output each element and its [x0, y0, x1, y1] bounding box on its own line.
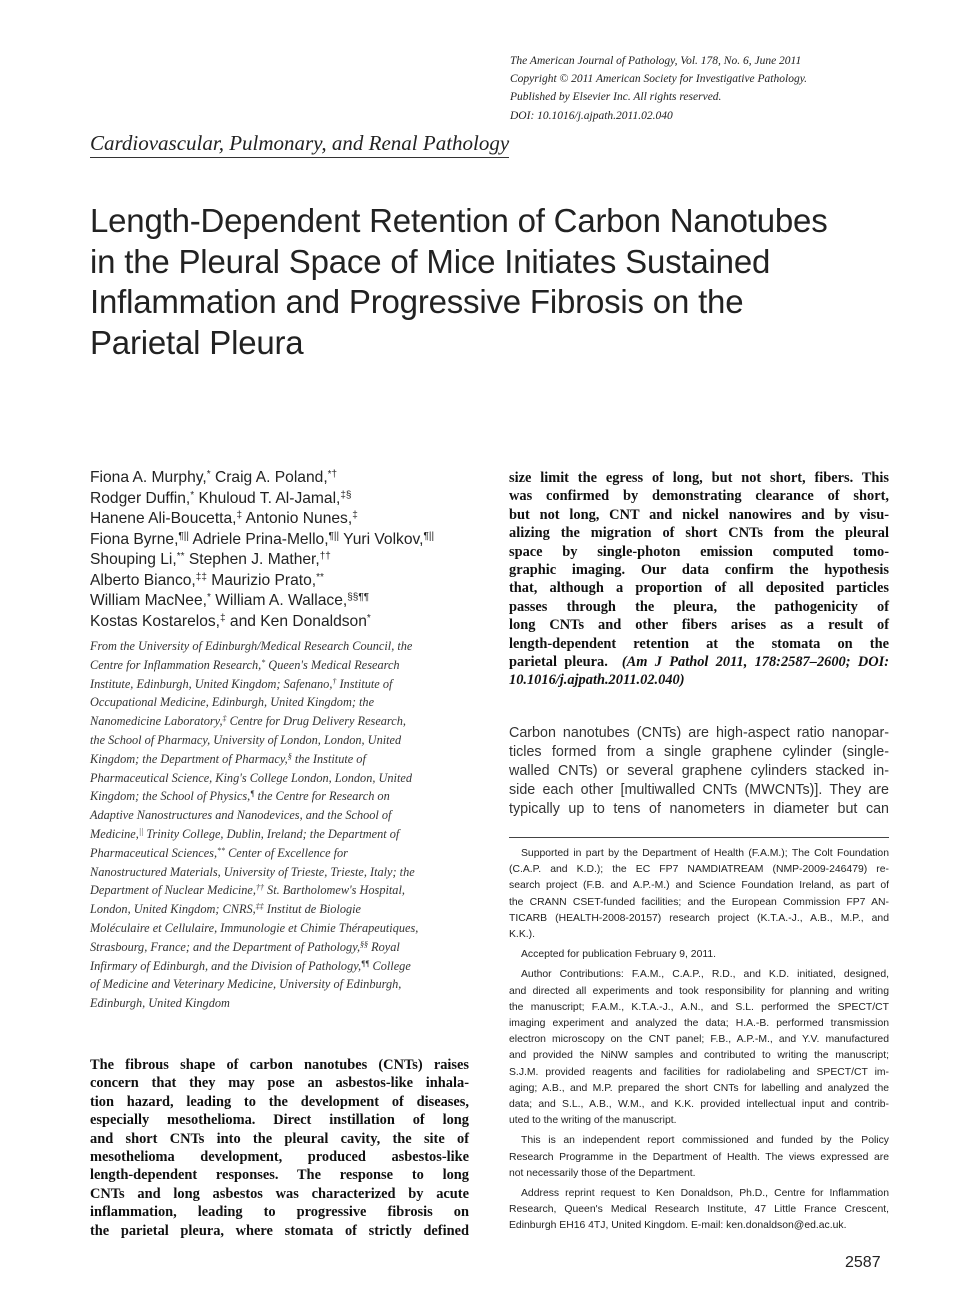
title-line: Parietal Pleura	[90, 323, 304, 361]
affiliation-line-text: Kingdom; the School of Physics,	[90, 789, 251, 804]
affiliation-line	[90, 750, 470, 769]
abstract-line: passes through the pleura, the pathogenicity of	[509, 598, 889, 615]
footnote-marker: *	[366, 612, 371, 624]
affiliation-line	[90, 769, 470, 788]
author-line-text: Stephen J. Mather,	[184, 551, 320, 568]
author-line	[90, 489, 485, 510]
author-line-text: Rodger Duffin,	[90, 489, 191, 507]
abstract-line: but not long, CNT and nickel nanowires and by visu-	[509, 506, 889, 523]
author-line-text: Alberto Bianco,	[90, 571, 196, 589]
footnote-line: data; and S.L., A.B., W.M., and K.K. provided intellectual input and contrib-	[509, 1099, 889, 1111]
footnote-marker: ¶||	[178, 530, 189, 542]
affiliation-line	[90, 637, 470, 656]
author-line-text: and Ken Donaldson	[225, 612, 367, 630]
affiliation-line-text: Edinburgh, United Kingdom	[90, 996, 230, 1011]
intro-line: Carbon nanotubes (CNTs) are high-aspect ratio nanopar-	[509, 725, 889, 741]
affiliation-line	[90, 675, 470, 694]
email-link[interactable]: ken.donaldson@ed.ac.uk	[726, 1220, 844, 1232]
section-heading: Cardiovascular, Pulmonary, and Renal Pathology	[90, 131, 509, 158]
affiliation-line-text: Trinity College, Dublin, Ireland; the Department of	[143, 826, 400, 841]
intro-line: ticles formed from a single graphene cylinder (single-	[509, 744, 889, 760]
affiliation-line-text: Pharmaceutical Science, King's College London, London, United	[90, 770, 412, 785]
affiliation-line	[90, 844, 470, 863]
footnotes	[509, 846, 889, 1239]
author-line	[90, 612, 485, 633]
author-line-text: Fiona A. Murphy,	[90, 469, 207, 486]
abstract-line: The fibrous shape of carbon nanotubes (CNTs) raises	[90, 1057, 469, 1073]
abstract-left-column	[90, 1056, 469, 1240]
doi-line: DOI: 10.1016/j.ajpath.2011.02.040	[510, 109, 673, 122]
affiliation-line	[90, 712, 470, 731]
author-line-text: Kostas Kostarelos,	[90, 612, 221, 630]
footnote-line: Research, Queen's Medical Research Institute, 47 Little France Crescent,	[509, 1204, 889, 1216]
abstract-line: especially mesothelioma. Direct instillation of long	[90, 1112, 469, 1129]
footnote-marker: ||	[138, 826, 144, 836]
affiliation-line-text: Institute of	[336, 676, 393, 691]
footnote-marker: §§¶¶	[347, 592, 370, 603]
footnote-line: the CRANN CSET-funded facilities; and the European Commission FP7 AN-	[509, 896, 889, 908]
footnote-marker: ‡‡	[255, 902, 264, 912]
footnote-line: Supported in part by the Department of Health (F.A.M.); The Colt Foundation	[521, 848, 889, 859]
footnote-line: aging; A.B., and M.P. prepared the short CNTs for labelling and analyzed the	[509, 1082, 889, 1094]
intro-paragraph	[509, 724, 889, 819]
intro-line: typically up to tens of nanometers in diameter but can	[509, 801, 889, 817]
footnote-marker: **	[176, 551, 185, 562]
address-text: Edinburgh EH16 4TJ, United Kingdom. E-mail:	[509, 1220, 724, 1232]
footnote-line: K.K.).	[509, 929, 535, 941]
author-line-text: Khuloud T. Al-Jamal,	[194, 489, 341, 507]
affiliation-line	[90, 975, 470, 994]
footnote-line: This is an independent report commissioned and funded by the Policy	[521, 1135, 889, 1147]
abstract-line	[509, 653, 889, 671]
abstract-line: the parietal pleura, where stomata of strictly defined	[90, 1222, 469, 1239]
footnote-line: (C.A.P. and K.D.); the EC FP7 NAMDIATREAM (NMP-2009-246479) re-	[509, 864, 889, 876]
independent-report-note	[509, 1133, 889, 1182]
footnote-marker: ¶||	[328, 530, 340, 542]
publisher-line: Published by Elsevier Inc. All rights reserved.	[510, 91, 722, 104]
funding-note	[509, 846, 889, 943]
affiliation-line-text: Infirmary of Edinburgh, and the Division of Pathology,	[90, 958, 362, 973]
affiliation-line	[90, 787, 470, 806]
abstract-line: space by single-photon emission computed tomo-	[509, 543, 889, 560]
author-list	[90, 468, 485, 632]
author-line	[90, 550, 485, 571]
footnote-line: Address reprint request to Ken Donaldson, Ph.D., Centre for Inflammation	[521, 1188, 889, 1200]
footnote-marker: *	[206, 469, 211, 480]
affiliation-line-text: Pharmaceutical Sciences,	[90, 845, 218, 860]
author-line-text: Craig A. Poland,	[210, 469, 328, 486]
affiliation-line-text: Department of Nuclear Medicine,	[90, 883, 256, 898]
title-line: Length-Dependent Retention of Carbon Nanotubes	[90, 202, 828, 239]
footnote-line: the manuscript; F.A.M., K.T.A.-J., A.N., and S.L. performed the SPECT/CT	[509, 1001, 889, 1013]
affiliation-line-text: Center of Excellence for	[225, 845, 348, 860]
affiliation-line-text: of Medicine and Veterinary Medicine, University of Edinburgh,	[90, 977, 402, 992]
affiliation-line	[90, 957, 470, 976]
footnote-marker: **	[316, 571, 324, 583]
author-line-text: Fiona Byrne,	[90, 530, 179, 548]
author-line-text: Adriele Prina-Mello,	[189, 530, 329, 548]
abstract-line: tion hazard, leading to the development of diseases,	[90, 1093, 469, 1110]
footnote-marker: ‡§	[340, 489, 352, 501]
abstract-line: length-dependent responses. The response to long	[90, 1167, 469, 1184]
footnote-marker: *	[206, 592, 211, 603]
footnote-line: imaging experiment and analyzed the data; H.A.-B. performed transmission	[509, 1018, 889, 1030]
footnote-line: search project (F.B. and A.P.-M.) and Science Foundation Ireland, as part of	[509, 880, 889, 892]
abstract-line: was confirmed by demonstrating clearance of short,	[509, 488, 889, 505]
citation: (Am J Pathol 2011, 178:2587–2600; DOI:	[621, 654, 889, 671]
footnote-marker: *	[190, 489, 195, 501]
journal-citation-line: The American Journal of Pathology, Vol. 178, No. 6, June 2011	[510, 55, 802, 67]
journal-info	[510, 52, 910, 125]
footnote-marker: *	[261, 657, 266, 667]
author-contributions-note	[509, 967, 889, 1129]
footnote-marker: ††	[255, 883, 264, 893]
affiliation-line	[90, 731, 470, 750]
affiliation-line	[90, 863, 470, 882]
title-line: in the Pleural Space of Mice Initiates Sustained	[90, 242, 771, 280]
page-number: 2587	[845, 1254, 881, 1271]
abstract-line: length-dependent retention at the stomata on the	[509, 635, 889, 652]
footnote-line: Author Contributions: F.A.M., C.A.P., R.D., and K.D. initiated, designed,	[521, 969, 889, 981]
title-line: Inflammation and Progressive Fibrosis on the	[90, 283, 744, 320]
affiliation-line-text: College	[369, 958, 411, 973]
footnote-line	[509, 1218, 889, 1234]
article-title	[90, 201, 890, 363]
abstract-line: that, although a proportion of all deposited particles	[509, 580, 889, 597]
author-line-text: William A. Wallace,	[210, 592, 348, 609]
abstract-line: alizing the migration of short CNTs from the pleural	[509, 525, 889, 542]
affiliation-line-text: Centre for Inflammation Research,	[90, 657, 262, 672]
abstract-line: CNTs and long asbestos was characterized by acute	[90, 1185, 469, 1202]
footnote-marker: §§	[360, 939, 369, 949]
footnote-line: not necessarily those of the Department.	[509, 1167, 696, 1179]
affiliation-line-text: London, United Kingdom; CNRS,	[90, 902, 256, 917]
affiliation-line-text: Occupational Medicine, Edinburgh, United Kingdom; the	[90, 695, 375, 710]
address-end: .	[843, 1220, 847, 1232]
affiliation-line	[90, 881, 470, 900]
affiliation-line-text: Adaptive Nanostructures and Nanodevices, and the School of	[90, 808, 392, 823]
affiliation-line-text: the School of Pharmacy, University of London, London, United	[90, 732, 402, 747]
affiliation-line-text: Kingdom; the Department of Pharmacy,	[90, 751, 288, 766]
affiliation-line-text: Nanostructured Materials, University of Trieste, Trieste, Italy; the	[90, 864, 415, 879]
affiliation-line	[90, 656, 470, 675]
affiliation-line-text: the Institute of	[291, 751, 366, 766]
affiliation-line-text: Moléculaire et Cellulaire, Immunologie et Chimie Thérapeutiques,	[90, 920, 419, 935]
intro-line: side each other [multiwalled CNTs (MWCNTs)]. They are	[509, 782, 889, 798]
affiliation-line-text: Nanomedicine Laboratory,	[90, 714, 223, 729]
footnote-line: Accepted for publication February 9, 2011.	[521, 949, 717, 961]
footnote-marker: ‡	[220, 612, 226, 624]
affiliation-line-text: St. Bartholomew's Hospital,	[263, 883, 405, 898]
abstract-line: size limit the egress of long, but not short, fibers. This	[509, 470, 889, 486]
footnote-marker: ¶	[250, 789, 255, 799]
abstract-right-column	[509, 469, 889, 690]
affiliation-line-text: Medicine,	[90, 826, 139, 841]
affiliation-line	[90, 693, 470, 712]
affiliation-line-text: From the University of Edinburgh/Medical Research Council, the	[90, 639, 413, 653]
footnote-line: Research Programme in the Department of Health. The views expressed are	[509, 1151, 889, 1163]
author-line-text: Antonio Nunes,	[242, 510, 353, 527]
reprint-address-note	[509, 1186, 889, 1235]
abstract-line: long CNTs and other fibers arises as a result of	[509, 617, 889, 634]
footnote-marker: ¶||	[423, 530, 435, 542]
footnote-line: and provided the NiNW samples and contributed to writing the manuscript;	[509, 1050, 889, 1062]
abstract-line: and short CNTs into the pleural cavity, the site of	[90, 1130, 469, 1147]
affiliation-line	[90, 938, 470, 957]
footnote-marker: ††	[319, 551, 331, 562]
footnote-marker: ‡‡	[195, 571, 207, 583]
author-line	[90, 509, 485, 530]
abstract-line: mesothelioma development, produced asbestos-like	[90, 1149, 469, 1166]
affiliation-line-text: the Centre for Research on	[254, 789, 390, 804]
author-line	[90, 530, 485, 551]
author-line-text: Hanene Ali-Boucetta,	[90, 510, 237, 527]
footnote-marker: †	[332, 676, 337, 686]
affiliation-line-text: Institute, Edinburgh, United Kingdom; Safenano,	[90, 676, 333, 691]
abstract-end-text: parietal pleura.	[509, 654, 608, 671]
footnote-marker: **	[217, 845, 226, 855]
author-line	[90, 571, 485, 592]
affiliation-line	[90, 825, 470, 844]
footnote-marker: ‡	[236, 510, 243, 521]
author-line-text: Shouping Li,	[90, 551, 177, 568]
affiliation-line	[90, 994, 470, 1013]
affiliation-line	[90, 919, 470, 938]
affiliation-line-text: Queen's Medical Research	[265, 657, 400, 672]
intro-line: walled CNTs) or several graphene cylinders stacked in-	[509, 763, 889, 779]
abstract-line: graphic imaging. Our data confirm the hypothesis	[509, 562, 889, 579]
abstract-line: inflammation, leading to progressive fibrosis on	[90, 1204, 469, 1221]
footnote-marker: ‡	[352, 510, 358, 521]
author-line-text: William MacNee,	[90, 592, 207, 609]
footnote-marker: *†	[327, 469, 338, 480]
abstract-line: concern that they may pose an asbestos-like inhala-	[90, 1075, 469, 1092]
author-line	[90, 591, 485, 612]
affiliations	[90, 637, 470, 1013]
author-line-text: Maurizio Prato,	[206, 571, 317, 589]
footnote-line: TICARB (HEALTH-2008-20157) research project (K.T.A.-J., A.B., M.P., and	[509, 912, 889, 924]
affiliation-line-text: Royal	[368, 939, 400, 954]
copyright-line: Copyright © 2011 American Society for Investigative Pathology.	[510, 73, 808, 86]
footnote-line: and directed all experiments and took responsibility for planning and writing	[509, 985, 889, 997]
accepted-note	[509, 947, 889, 963]
affiliation-line	[90, 900, 470, 919]
affiliation-line-text: Centre for Drug Delivery Research,	[226, 714, 406, 729]
author-line-text: Yuri Volkov,	[339, 530, 424, 548]
footnote-marker: ‡	[222, 714, 227, 724]
footnote-line: electron microscopy on the CNT panel; F.B., A.P.-M., and Y.V. manufactured	[509, 1034, 889, 1046]
affiliation-line-text: Strasbourg, France; and the Department of Pathology,	[90, 939, 361, 954]
footnote-line: S.J.M. provided reagents and facilities for radiolabeling and SPECT/CT im-	[509, 1066, 889, 1078]
affiliation-line	[90, 806, 470, 825]
footnote-divider	[509, 837, 889, 838]
footnote-marker: §	[287, 751, 292, 761]
citation-doi: 10.1016/j.ajpath.2011.02.040)	[509, 672, 685, 689]
footnote-marker: ¶¶	[361, 958, 370, 968]
author-line	[90, 468, 485, 489]
footnote-line: uted to the writing of the manuscript.	[509, 1115, 677, 1127]
affiliation-line-text: Institut de Biologie	[263, 902, 362, 917]
